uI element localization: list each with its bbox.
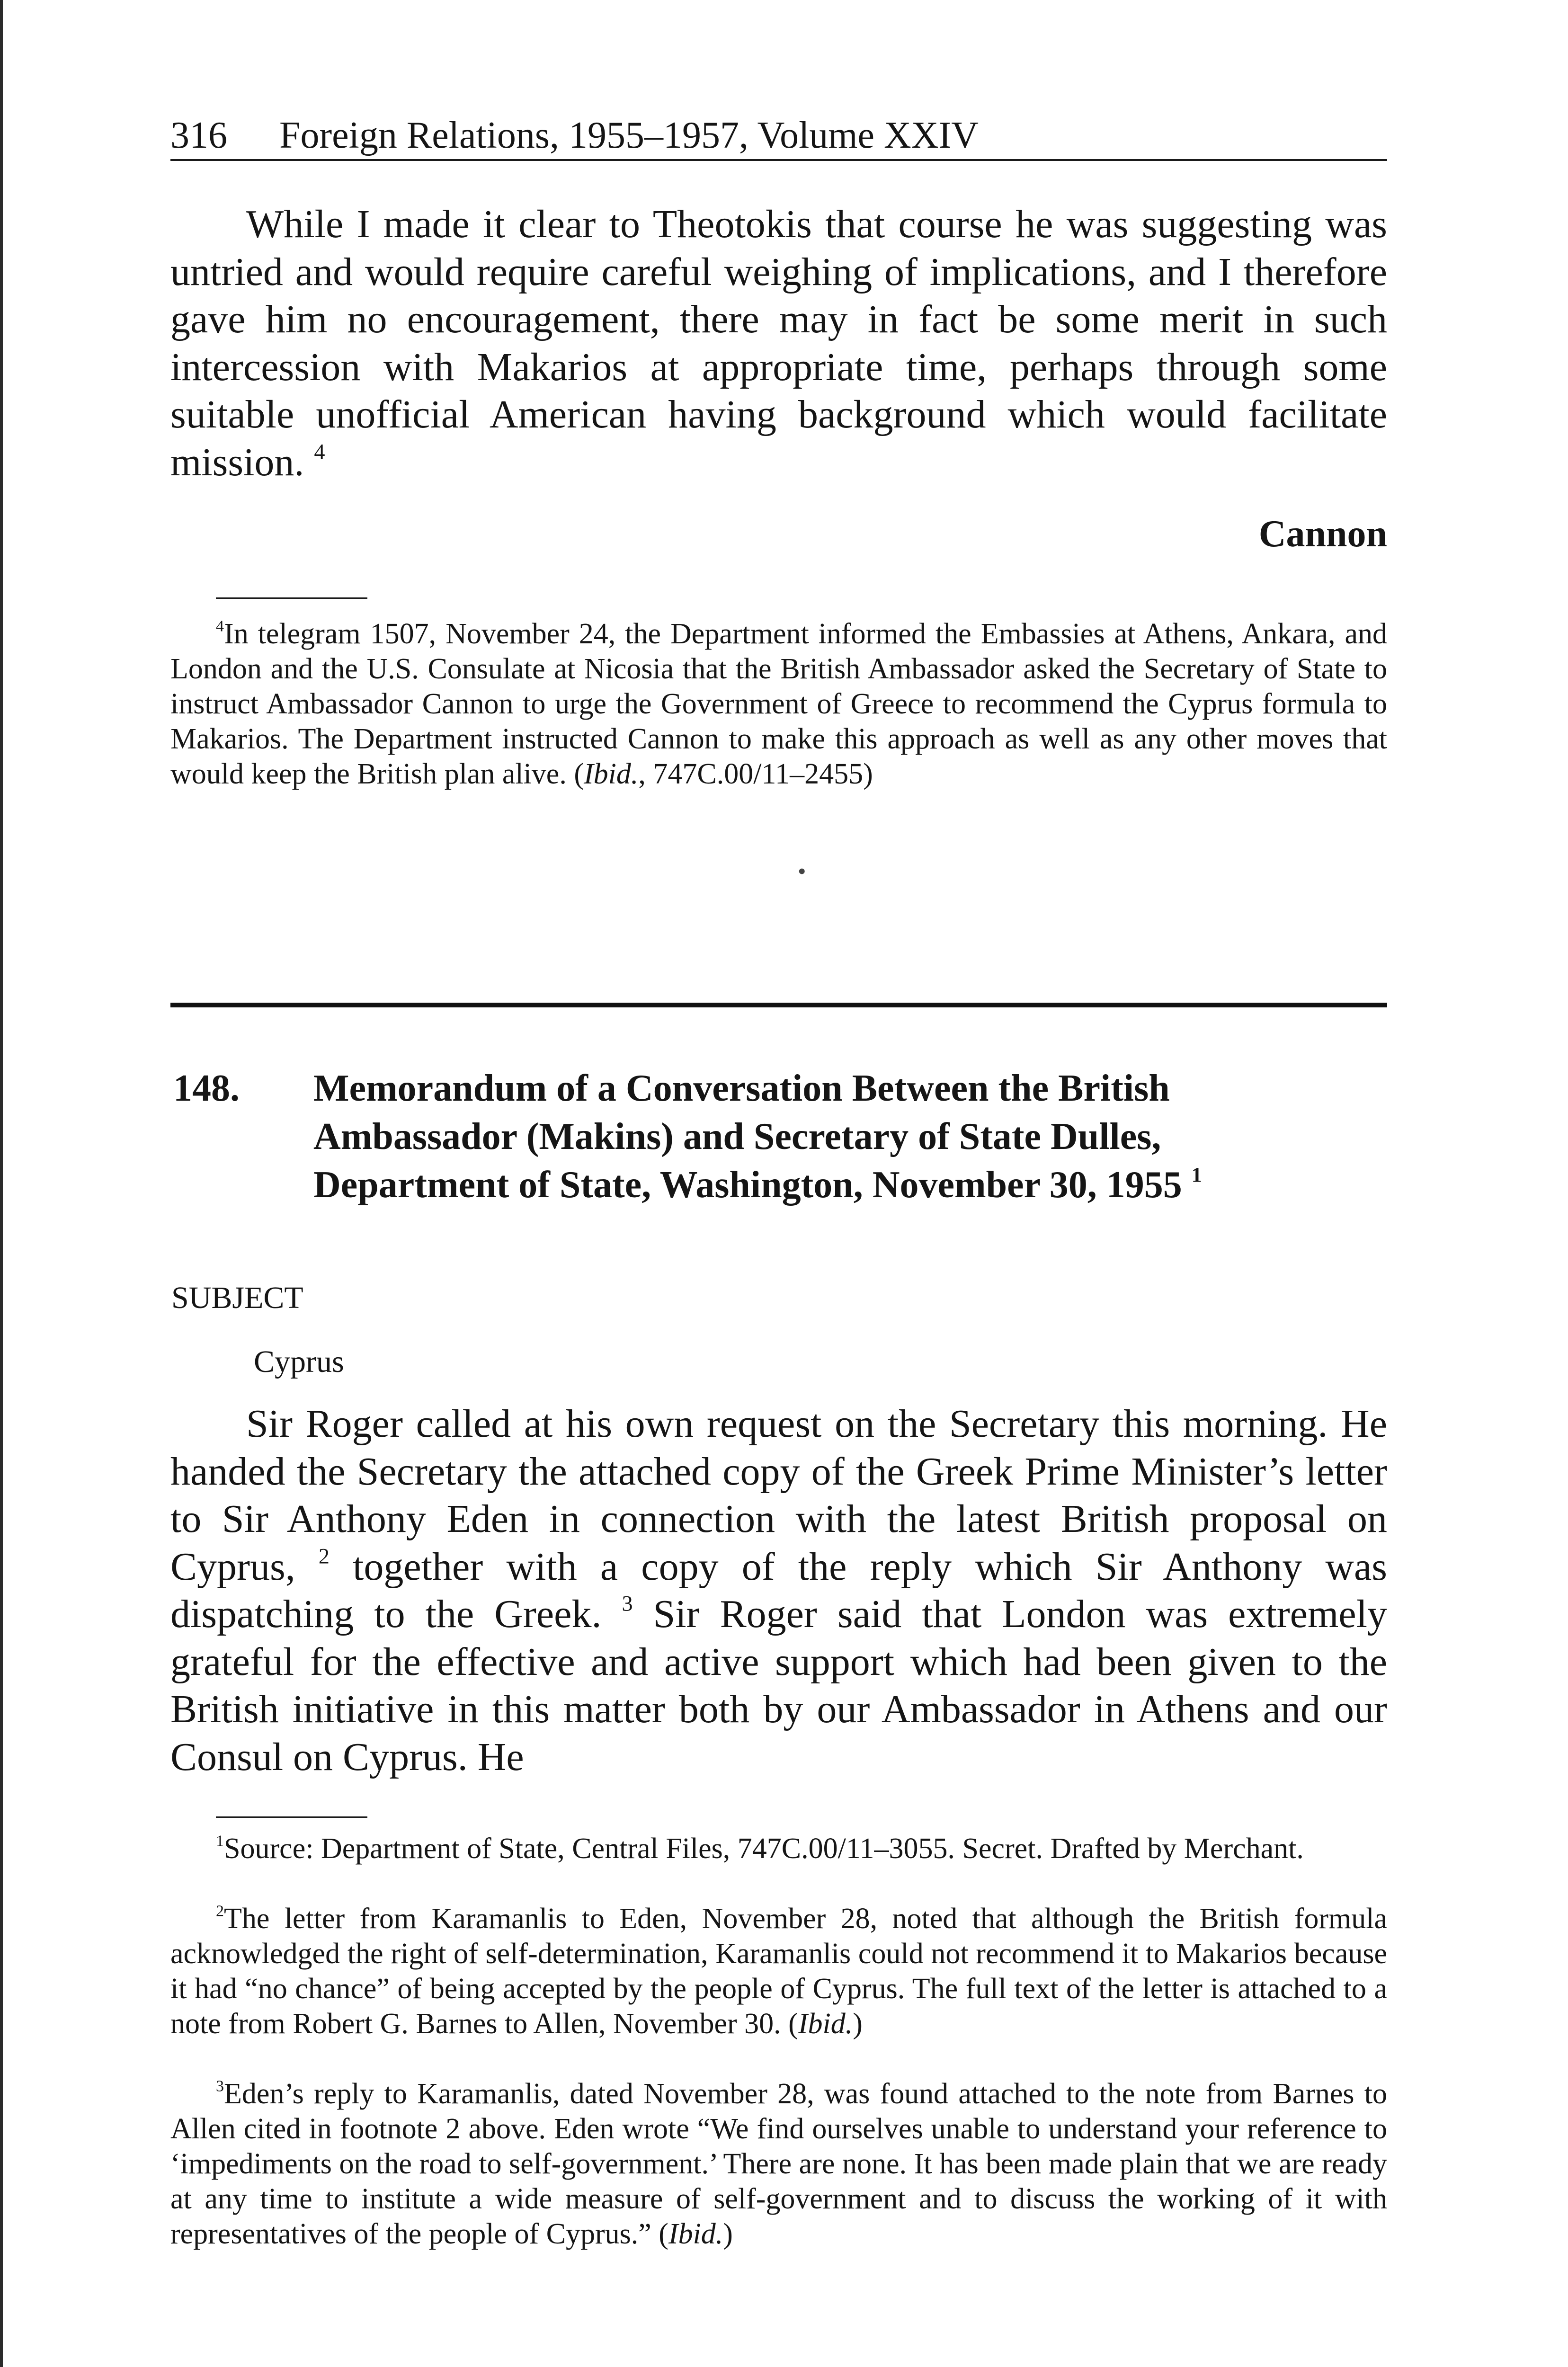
subject-label: SUBJECT — [171, 1281, 303, 1315]
footnote-4 — [170, 616, 1387, 792]
footnote-text-after: ) — [723, 2218, 733, 2250]
footnote-rule-top — [216, 597, 367, 599]
document-title-text: Memorandum of a Conversation Between the British Ambassador (Makins) and Secretary of State Dulles, Department of State, Washington, November 30, 1955 — [313, 1068, 1182, 1206]
page-edge-shadow — [0, 0, 3, 2367]
footnote-text-after: , 747C.00/11–2455) — [638, 758, 873, 790]
footnote-text: The letter from Karamanlis to Eden, November 28, noted that although the British formula acknowledged the right of self-determination, Karamanlis could not recommend it to Makarios because it had “no chance” of being accepted by the people of Cyprus. The full text of the letter is attached to a note from Robert G. Barnes to Allen, November 30. ( — [170, 1903, 1387, 2040]
footnote-ref-4: 4 — [314, 439, 325, 463]
closing-paragraph — [170, 201, 1387, 486]
footnote-text: Eden’s reply to Karamanlis, dated November 28, was found attached to the note from Barnes to Allen cited in footnote 2 above. Eden wrote “We find ourselves unable to understand your reference to ‘impediments on the road to self-government.’ There are none. It has been made plain that we are ready at any time to institute a wide measure of self-government and to discuss the working of it with representatives of the people of Cyprus.” ( — [170, 2078, 1387, 2250]
document-title — [313, 1064, 1364, 1209]
footnote-ibid: Ibid. — [668, 2218, 723, 2250]
footnote-ibid: Ibid. — [583, 758, 639, 790]
footnote-marker: 1 — [216, 1832, 224, 1850]
footnote-ibid: Ibid. — [798, 2008, 853, 2040]
subject-value: Cyprus — [254, 1344, 344, 1379]
stray-mark: • — [798, 858, 806, 884]
footnote-ref-2: 2 — [318, 1543, 330, 1568]
footnote-3 — [170, 2076, 1387, 2251]
series-title: Foreign Relations, 1955–1957, Volume XXIV — [279, 115, 979, 156]
footnote-marker: 4 — [216, 617, 224, 635]
footnote-text: Source: Department of State, Central Files, 747C.00/11–3055. Secret. Drafted by Merchant. — [224, 1833, 1304, 1865]
footnote-marker: 2 — [216, 1902, 224, 1920]
footnote-text-after: ) — [853, 2008, 863, 2040]
body-text-part2: together with a copy of the reply which Sir Anthony was dispatching to the Greek. — [170, 1544, 1388, 1636]
footnote-text: In telegram 1507, November 24, the Department informed the Embassies at Athens, Ankara, and London and the U.S. Consulate at Nicosia that the British Ambassador asked the Secretary of State to instruct Ambassador Cannon to urge the Government of Greece to recommend the Cyprus formula to Makarios. The Department instructed Cannon to make this approach as well as any other moves that would keep the British plan alive. ( — [170, 618, 1387, 790]
footnote-marker: 3 — [216, 2077, 224, 2095]
document-number: 148. — [173, 1068, 240, 1109]
page-number: 316 — [170, 115, 227, 156]
signature: Cannon — [1258, 513, 1387, 555]
footnote-rule-bottom — [216, 1816, 367, 1818]
body-text-part3: Sir Roger said that London was extremely grateful for the effective and active support which had been given to the British initiative in this matter both by our Ambassador in Athens and our Consul on Cyprus. He — [170, 1592, 1387, 1779]
memo-body-paragraph — [170, 1400, 1387, 1781]
closing-paragraph-text: While I made it clear to Theotokis that course he was suggesting was untried and would require careful weighing of implications, and I therefore gave him no encouragement, there may in fact be some merit in such intercession with Makarios at appropriate time, perhaps through some suitable unofficial American having background which would facilitate mission. — [170, 202, 1387, 484]
running-header — [170, 112, 1387, 161]
section-divider — [170, 1003, 1387, 1007]
footnote-ref-3: 3 — [622, 1591, 633, 1616]
body-text-part1: Sir Roger called at his own request on the Secretary this morning. He handed the Secretary the attached copy of the Greek Prime Minister’s letter to Sir Anthony Eden in connection with the latest British proposal on Cyprus, — [170, 1402, 1387, 1589]
footnote-1 — [170, 1831, 1387, 1866]
footnote-ref-1: 1 — [1191, 1163, 1202, 1186]
footnote-2 — [170, 1901, 1387, 2041]
